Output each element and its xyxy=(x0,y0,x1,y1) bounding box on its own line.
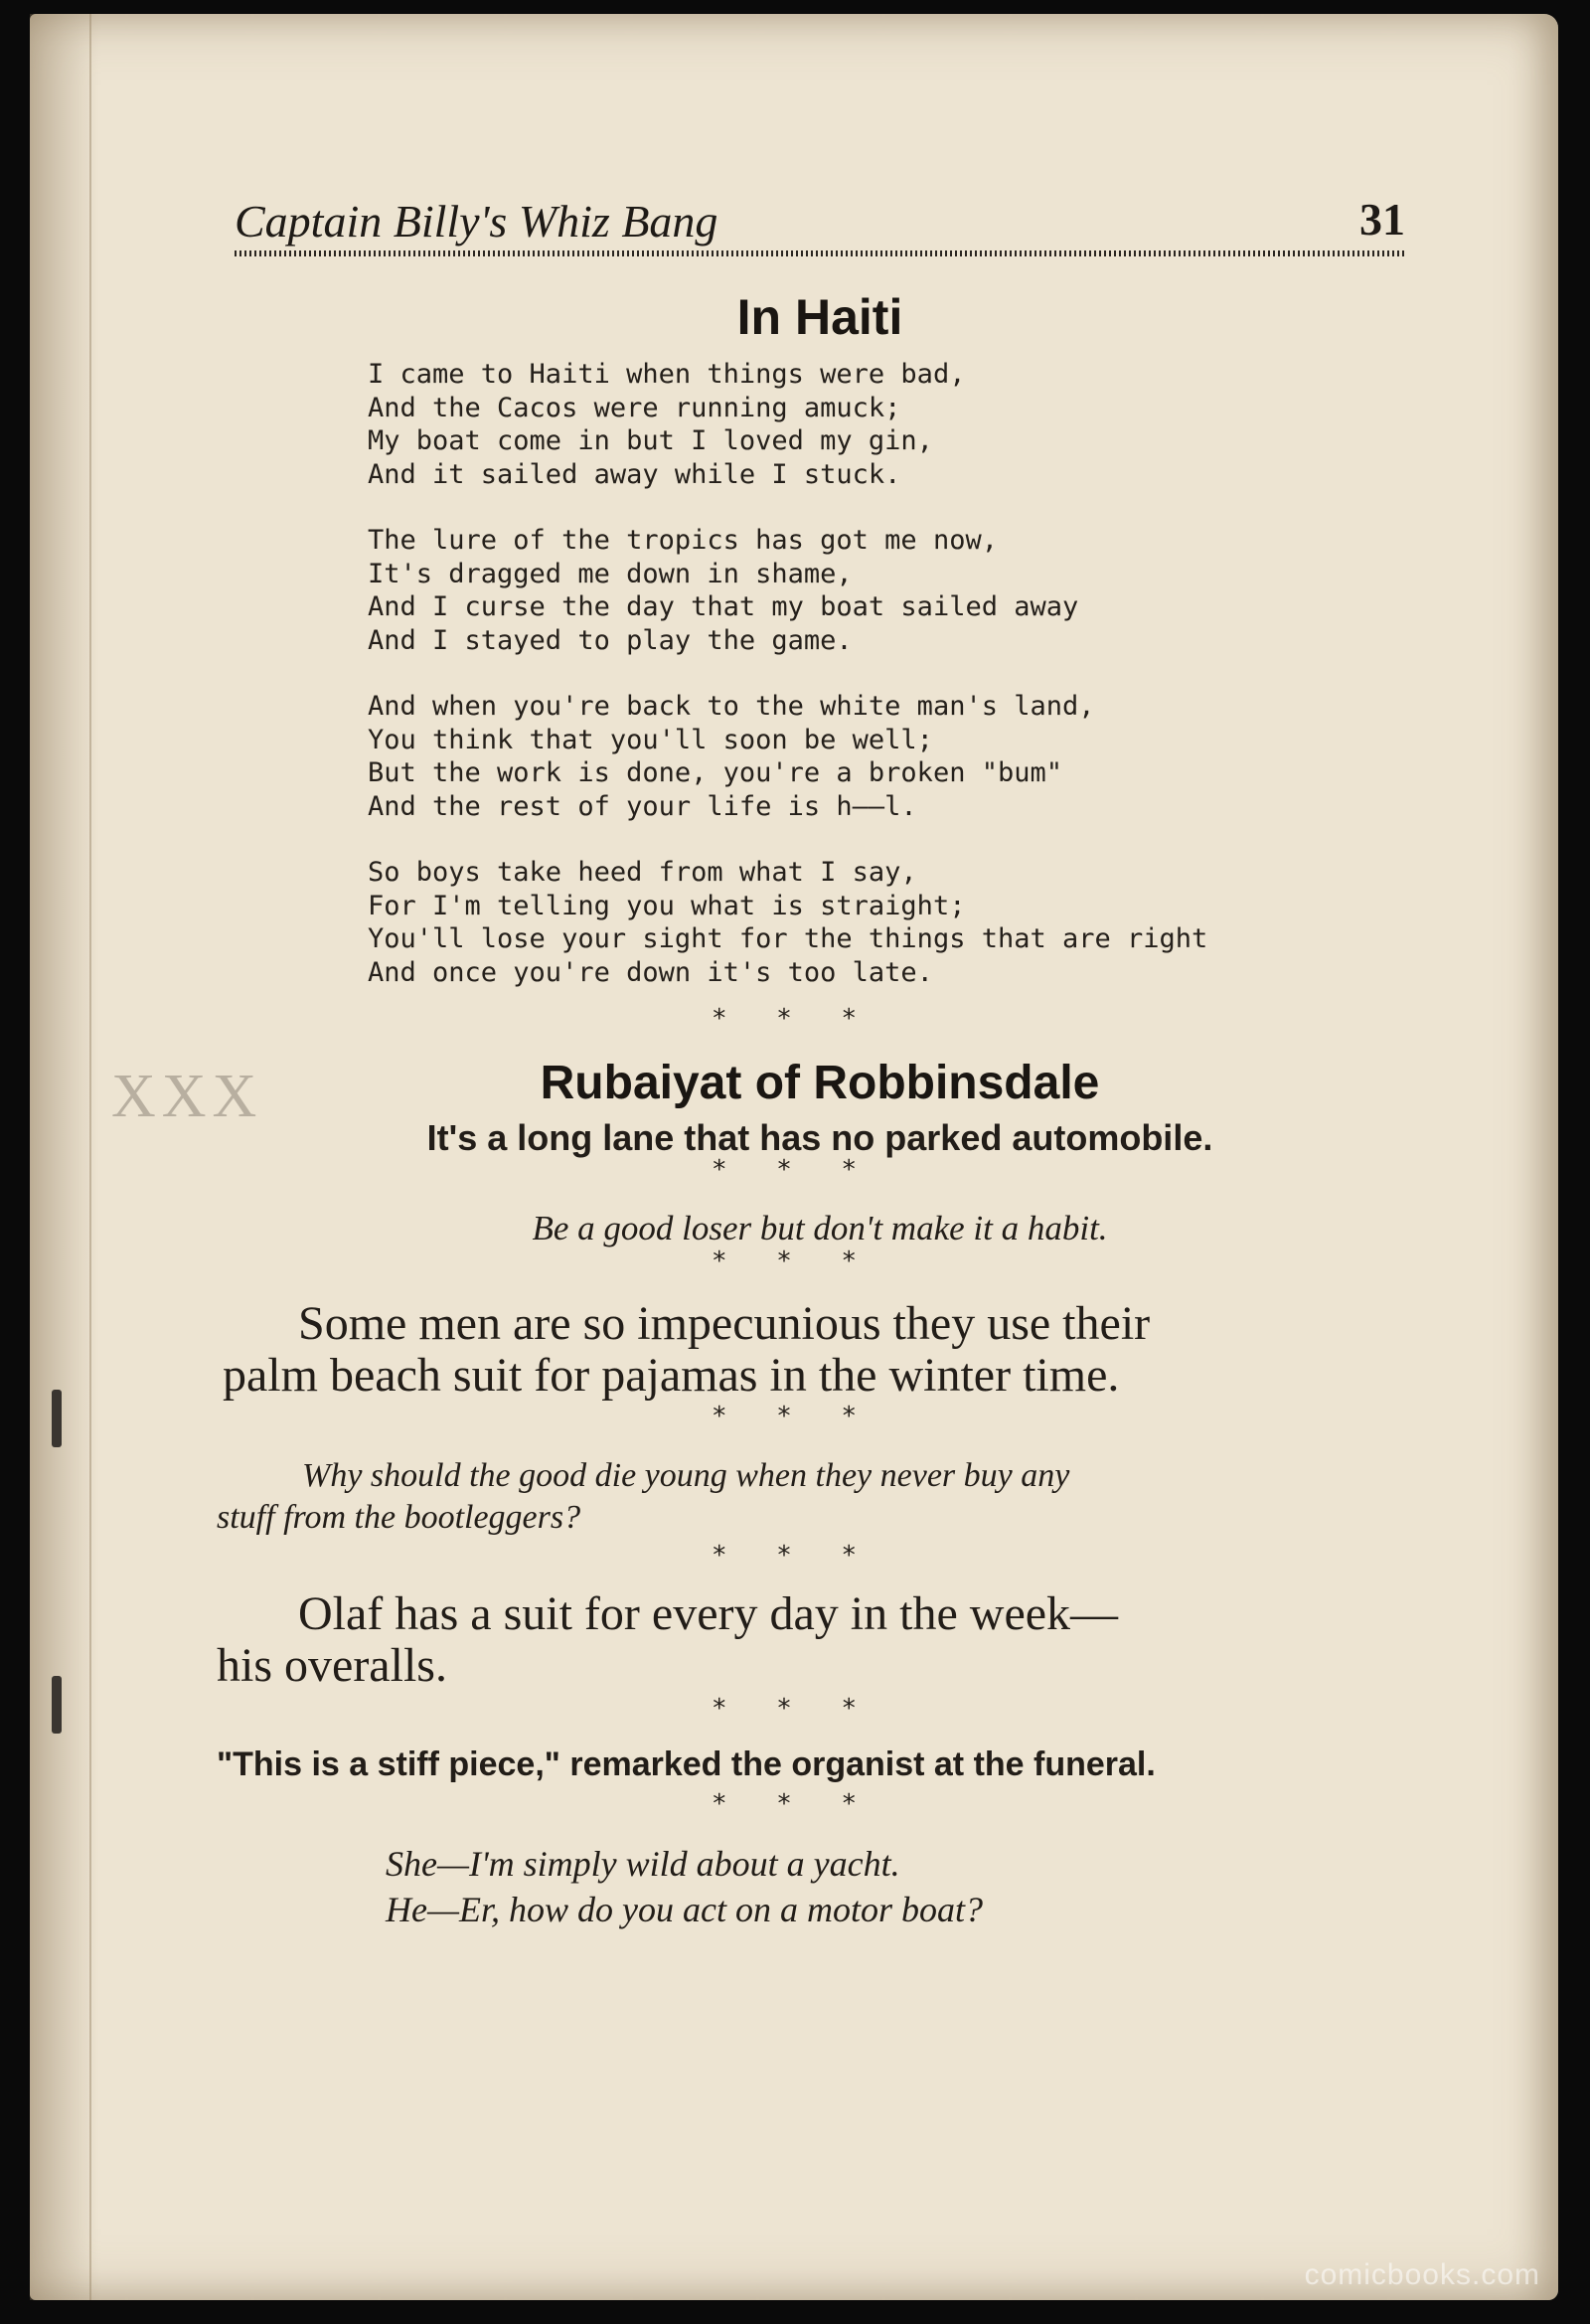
staple-top xyxy=(52,1390,62,1447)
joke-text: Be a good loser but don't make it a habit. xyxy=(532,1209,1108,1247)
poem-line: But the work is done, you're a broken "bum" xyxy=(368,757,1062,788)
poem-line: My boat come in but I loved my gin, xyxy=(368,425,933,456)
section-title: Rubaiyat of Robbinsdale xyxy=(540,1057,1100,1109)
separator-stars: * * * xyxy=(713,1789,877,1819)
joke-line: He—Er, how do you act on a motor boat? xyxy=(386,1890,983,1929)
running-header xyxy=(235,189,1405,256)
joke-block xyxy=(217,1455,1405,1539)
page-fold-line xyxy=(89,14,91,2300)
poem-line: So boys take heed from what I say, xyxy=(368,857,917,888)
joke-text: It's a long lane that has no parked automobile. xyxy=(426,1117,1213,1158)
poem-title: In Haiti xyxy=(736,289,903,345)
joke-block xyxy=(386,1841,1379,1932)
poem-line: And I stayed to play the game. xyxy=(368,624,853,656)
poem-line: And when you're back to the white man's land, xyxy=(368,691,1095,722)
separator-stars: * * * xyxy=(713,1246,877,1276)
page-number: 31 xyxy=(1359,194,1405,245)
separator-stars: * * * xyxy=(713,1402,877,1431)
joke-line: She—I'm simply wild about a yacht. xyxy=(386,1844,900,1884)
staple-bottom xyxy=(52,1676,62,1734)
stanza-1 xyxy=(368,358,1207,491)
poem-line: And it sailed away while I stuck. xyxy=(368,458,901,490)
poem-line: I came to Haiti when things were bad, xyxy=(368,359,966,390)
poem-line: It's dragged me down in shame, xyxy=(368,558,853,589)
separator-stars: * * * xyxy=(713,1155,877,1185)
header-rule xyxy=(235,250,1405,256)
separator-stars: * * * xyxy=(713,1004,877,1034)
joke-line: palm beach suit for pajamas in the winter time. xyxy=(223,1349,1120,1402)
joke-line: stuff from the bootleggers? xyxy=(217,1499,581,1536)
poem-line: And the Cacos were running amuck; xyxy=(368,392,901,423)
poem-line: You think that you'll soon be well; xyxy=(368,724,933,755)
joke-line: Olaf has a suit for every day in the week— xyxy=(298,1587,1119,1640)
stanza-3 xyxy=(368,690,1207,823)
poem-line: For I'm telling you what is straight; xyxy=(368,890,966,921)
stanza-2 xyxy=(368,524,1207,657)
joke-block xyxy=(217,1588,1405,1692)
poem-line: You'll lose your sight for the things that are right xyxy=(368,923,1208,954)
magazine-title: Captain Billy's Whiz Bang xyxy=(235,196,718,247)
poem-body xyxy=(368,358,1207,989)
joke-line: Some men are so impecunious they use their xyxy=(298,1297,1151,1350)
poem-line: And once you're down it's too late. xyxy=(368,956,933,988)
joke-block xyxy=(223,1298,1405,1402)
joke-line: his overalls. xyxy=(217,1639,447,1692)
poem-line: The lure of the tropics has got me now, xyxy=(368,525,998,556)
pencil-mark: XXX xyxy=(111,1063,263,1130)
joke-line: Why should the good die young when they never buy any xyxy=(302,1457,1070,1494)
separator-stars: * * * xyxy=(713,1694,877,1724)
joke-text: "This is a stiff piece," remarked the organist at the funeral. xyxy=(217,1745,1156,1783)
stanza-4 xyxy=(368,856,1207,989)
poem-line: And the rest of your life is h——l. xyxy=(368,790,917,822)
separator-stars: * * * xyxy=(713,1541,877,1571)
poem-line: And I curse the day that my boat sailed away xyxy=(368,591,1079,622)
watermark: comicbooks.com xyxy=(1304,2258,1540,2291)
